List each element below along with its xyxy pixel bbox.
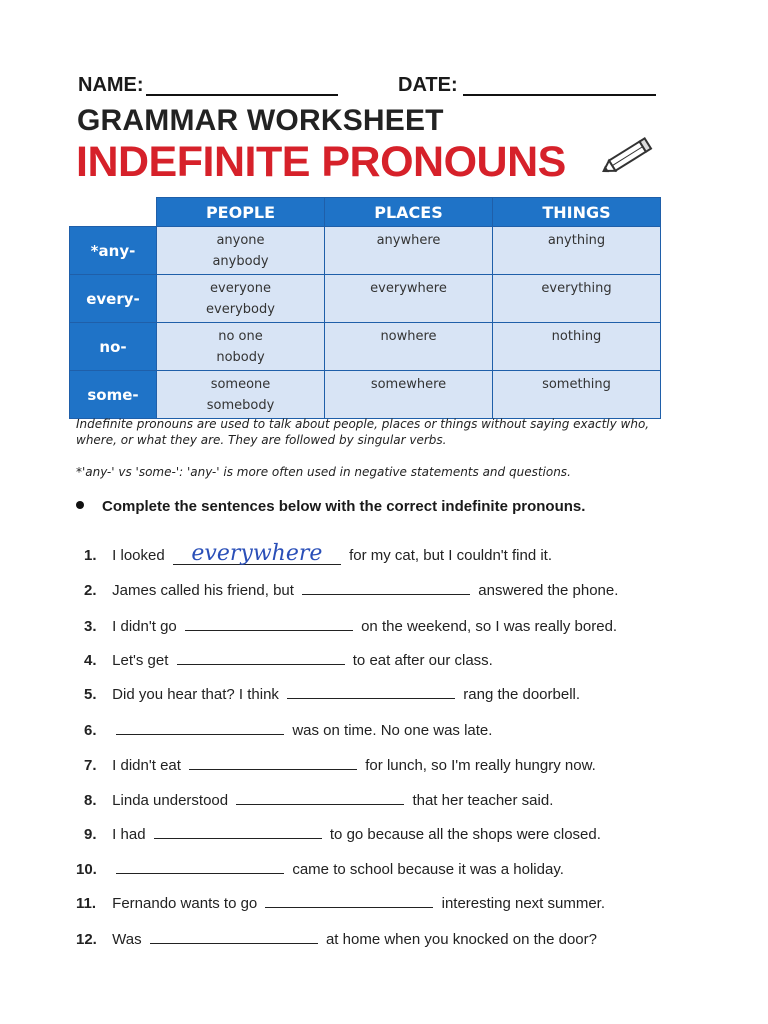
exercise-8 (84, 790, 553, 809)
sentence-before: Let's get (112, 652, 169, 669)
sentence-after: answered the phone. (478, 582, 619, 599)
cell-text: everybody (206, 302, 275, 317)
cell-text: anyone (216, 233, 265, 248)
sentence-after: that her teacher said. (412, 792, 554, 809)
exercise-number: 5. (84, 686, 97, 703)
answer-blank[interactable] (116, 859, 284, 874)
exercise-number: 2. (84, 582, 97, 599)
row-header-every: every- (70, 275, 157, 323)
worksheet-title: GRAMMAR WORKSHEET (77, 104, 444, 137)
exercise-11 (76, 893, 605, 912)
cell-text: anybody (212, 254, 269, 269)
column-header-things: THINGS (493, 198, 661, 227)
answer-blank[interactable]: everywhere (173, 544, 341, 565)
worksheet-subtitle: INDEFINITE PRONOUNS (76, 138, 566, 186)
sentence-after: interesting next summer. (441, 895, 606, 912)
date-label: DATE: (398, 74, 458, 96)
exercise-number: 3. (84, 618, 97, 635)
sentence-after: on the weekend, so I was really bored. (361, 618, 618, 635)
exercise-number: 7. (84, 757, 97, 774)
sentence-before: I didn't eat (112, 757, 181, 774)
sentence-before: James called his friend, but (112, 582, 294, 599)
cell-places: somewhere (325, 371, 493, 419)
sentence-before: I looked (112, 547, 165, 564)
row-header-no: no- (70, 323, 157, 371)
exercise-10 (76, 859, 564, 878)
exercise-6 (84, 720, 492, 739)
cell-text: nobody (216, 350, 265, 365)
sentence-before: Was (112, 931, 142, 948)
exercise-number: 12. (76, 931, 97, 948)
column-header-places: PLACES (325, 198, 493, 227)
sentence-after: was on time. No one was late. (292, 722, 493, 739)
exercise-2 (84, 580, 618, 599)
any-vs-some-note: *'any-' vs 'some-': 'any-' is more often used in negative statements and questions. (76, 465, 571, 479)
cell-text: someone (210, 377, 271, 392)
answer-blank[interactable] (302, 580, 470, 595)
exercise-9 (84, 824, 601, 843)
answer-blank[interactable] (185, 616, 353, 631)
cell-people (157, 275, 325, 323)
table-row (70, 323, 661, 371)
sentence-after: came to school because it was a holiday. (292, 861, 564, 878)
row-header-some: some- (70, 371, 157, 419)
sentence-before: Fernando wants to go (112, 895, 258, 912)
answer-blank[interactable] (236, 790, 404, 805)
answer-blank[interactable] (189, 755, 357, 770)
bullet-icon (76, 501, 84, 509)
name-field[interactable] (146, 94, 338, 96)
sentence-after: for my cat, but I couldn't find it. (349, 547, 553, 564)
cell-people (157, 227, 325, 275)
table-corner (70, 198, 157, 227)
cell-places: anywhere (325, 227, 493, 275)
cell-text: somebody (206, 398, 275, 413)
cell-places: nowhere (325, 323, 493, 371)
exercise-3 (84, 616, 617, 635)
sentence-before: Did you hear that? I think (112, 686, 279, 703)
exercise-number: 9. (84, 826, 97, 843)
cell-things: anything (493, 227, 661, 275)
answer-blank[interactable] (265, 893, 433, 908)
exercise-number: 4. (84, 652, 97, 669)
exercise-number: 11. (76, 895, 97, 912)
cell-people (157, 371, 325, 419)
answer-blank[interactable] (287, 684, 455, 699)
cell-people (157, 323, 325, 371)
header-row (78, 74, 658, 100)
exercise-number: 1. (84, 547, 97, 564)
pencil-icon (596, 132, 660, 182)
answer-blank[interactable] (154, 824, 322, 839)
date-field[interactable] (463, 94, 656, 96)
exercise-1 (84, 541, 553, 566)
exercise-number: 10. (76, 861, 97, 878)
sentence-before: Linda understood (112, 792, 229, 809)
answer-blank[interactable] (177, 650, 345, 665)
exercise-12 (76, 929, 597, 948)
instruction (76, 498, 585, 515)
sentence-after: to go because all the shops were closed. (329, 826, 601, 843)
name-label: NAME: (78, 74, 144, 96)
cell-text: no one (218, 329, 263, 344)
sentence-after: rang the doorbell. (463, 686, 581, 703)
table-row (70, 275, 661, 323)
cell-things: something (493, 371, 661, 419)
definition-note: Indefinite pronouns are used to talk about people, places or things without saying exactly who, where, or what they are. They are followed by singular verbs. (76, 417, 650, 447)
cell-things: everything (493, 275, 661, 323)
exercise-4 (84, 650, 493, 669)
instruction-text: Complete the sentences below with the correct indefinite pronouns. (102, 498, 586, 515)
cell-places: everywhere (325, 275, 493, 323)
sentence-after: for lunch, so I'm really hungry now. (365, 757, 596, 774)
exercise-number: 8. (84, 792, 97, 809)
answer-blank[interactable] (150, 929, 318, 944)
sentence-after: to eat after our class. (352, 652, 493, 669)
cell-things: nothing (493, 323, 661, 371)
sentence-after: at home when you knocked on the door? (325, 931, 597, 948)
table-row (70, 227, 661, 275)
exercise-number: 6. (84, 722, 97, 739)
row-header-any: *any- (70, 227, 157, 275)
sentence-before: I had (112, 826, 146, 843)
cell-text: everyone (210, 281, 271, 296)
exercise-7 (84, 755, 596, 774)
answer-blank[interactable] (116, 720, 284, 735)
column-header-people: PEOPLE (157, 198, 325, 227)
sentence-before: I didn't go (112, 618, 177, 635)
pronoun-table (69, 197, 661, 419)
table-row (70, 371, 661, 419)
exercise-5 (84, 684, 580, 703)
